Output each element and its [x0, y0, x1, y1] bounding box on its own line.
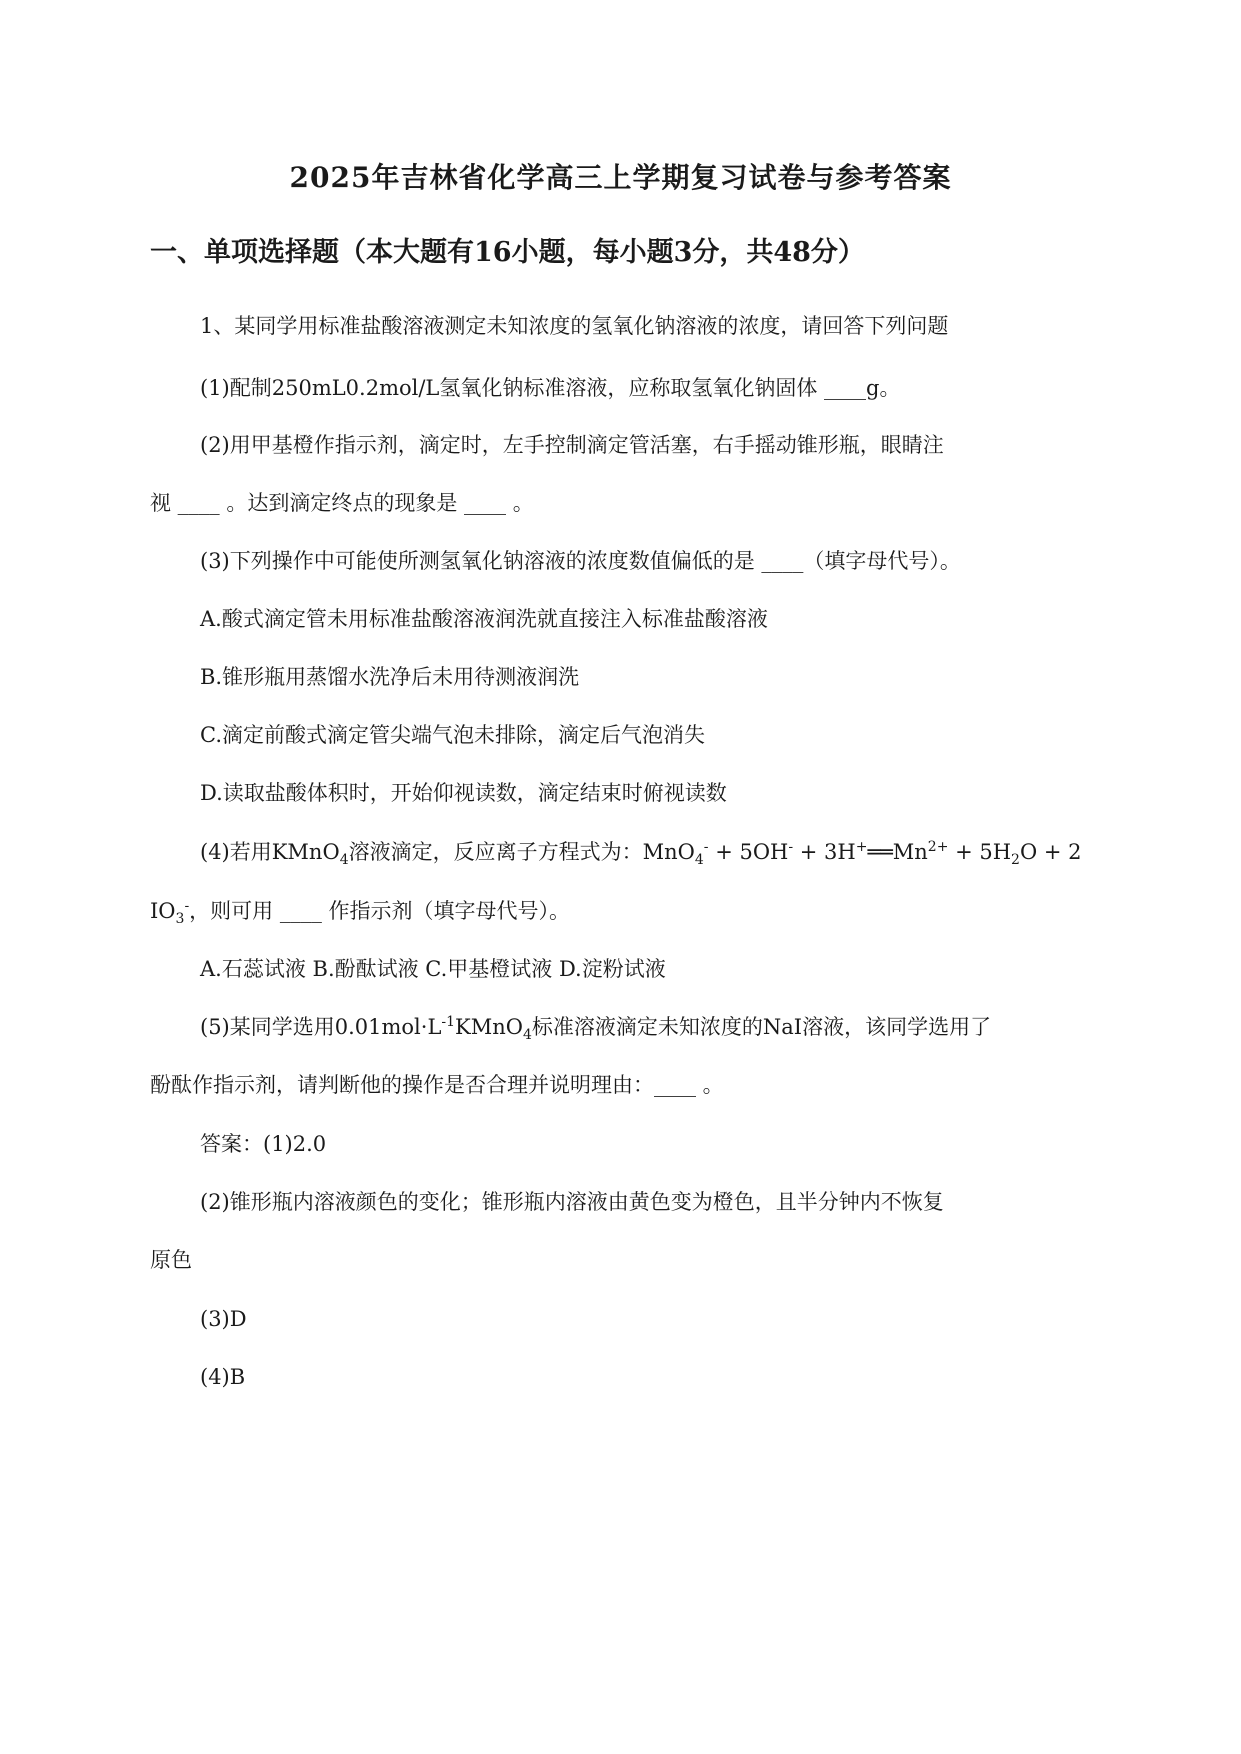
question-part-2-line-2: 视 ____ 。达到滴定终点的现象是 ____ 。	[150, 491, 534, 515]
p4-prefix: (4)若用KMnO	[200, 840, 340, 864]
p4-kmno4-subscript: 4	[339, 852, 349, 869]
p4-h2o-subscript: 2	[1011, 852, 1020, 869]
answer-2-line-1: (2)锥形瓶内溶液颜色的变化；锥形瓶内溶液由黄色变为橙色，且半分钟内不恢复	[200, 1190, 944, 1214]
p5-superscript: -1	[441, 1014, 456, 1030]
answer-3: (3)D	[200, 1307, 247, 1331]
p4-mn-superscript: 2+	[927, 839, 949, 855]
option-b: B.锥形瓶用蒸馏水洗净后未用待测液润洗	[200, 665, 580, 689]
p4-eq-2: + 3H	[793, 840, 856, 864]
p4-eq-1: + 5OH	[708, 840, 789, 864]
question-part-2-line-1: (2)用甲基橙作指示剂，滴定时，左手控制滴定管活塞，右手摇动锥形瓶，眼睛注	[200, 433, 944, 457]
question-part-1: (1)配制250mL0.2mol/L氢氧化钠标准溶液，应称取氢氧化钠固体 ____g。	[200, 376, 901, 400]
question-part-3: (3)下列操作中可能使所测氢氧化钠溶液的浓度数值偏低的是 ____（填字母代号）。	[200, 549, 961, 573]
p5-prefix: (5)某同学选用0.01mol·L	[200, 1015, 442, 1039]
question-part-5-line-1	[200, 1011, 991, 1043]
document-title: 2025年吉林省化学高三上学期复习试卷与参考答案	[289, 161, 952, 194]
question-part-4-options: A.石蕊试液 B.酚酞试液 C.甲基橙试液 D.淀粉试液	[200, 957, 666, 981]
question-stem: 1、某同学用标准盐酸溶液测定未知浓度的氢氧化钠溶液的浓度，请回答下列问题	[200, 314, 949, 338]
answer-4: (4)B	[200, 1365, 246, 1389]
answer-2-line-2: 原色	[150, 1248, 192, 1272]
p4-io-subscript: 3	[175, 911, 185, 928]
p5-subscript: 4	[522, 1027, 532, 1044]
p4-ion-subscript: 4	[694, 852, 704, 869]
question-part-5-line-2: 酚酞作指示剂，请判断他的操作是否合理并说明理由：____ 。	[150, 1073, 724, 1097]
question-part-4-line-2	[150, 895, 570, 927]
answer-1: 答案：(1)2.0	[200, 1132, 327, 1156]
p4-h-superscript: +	[855, 839, 868, 855]
p5-rest: 标准溶液滴定未知浓度的NaI溶液，该同学选用了	[531, 1015, 992, 1039]
p4-io-superscript: -	[184, 898, 190, 914]
p4-eq-5: O + 2	[1019, 840, 1082, 864]
option-d: D.读取盐酸体积时，开始仰视读数，滴定结束时俯视读数	[200, 781, 727, 805]
p5-mid: KMnO	[455, 1015, 523, 1039]
p4-eq-3: ══Mn	[867, 840, 928, 864]
p4-eq-4: + 5H	[948, 840, 1012, 864]
option-c: C.滴定前酸式滴定管尖端气泡未排除，滴定后气泡消失	[200, 723, 705, 747]
option-a: A.酸式滴定管未用标准盐酸溶液润洗就直接注入标准盐酸溶液	[200, 607, 768, 631]
section-heading: 一、单项选择题（本大题有16小题，每小题3分，共48分）	[150, 237, 865, 268]
p4-io: IO	[150, 899, 176, 923]
p4-line-2-rest: ，则可用 ____ 作指示剂（填字母代号）。	[189, 899, 571, 923]
p4-mid: 溶液滴定，反应离子方程式为：MnO	[348, 840, 695, 864]
p4-oh-superscript: -	[788, 839, 794, 855]
question-part-4-line-1	[200, 836, 1082, 868]
p4-ion-superscript: -	[703, 839, 709, 855]
